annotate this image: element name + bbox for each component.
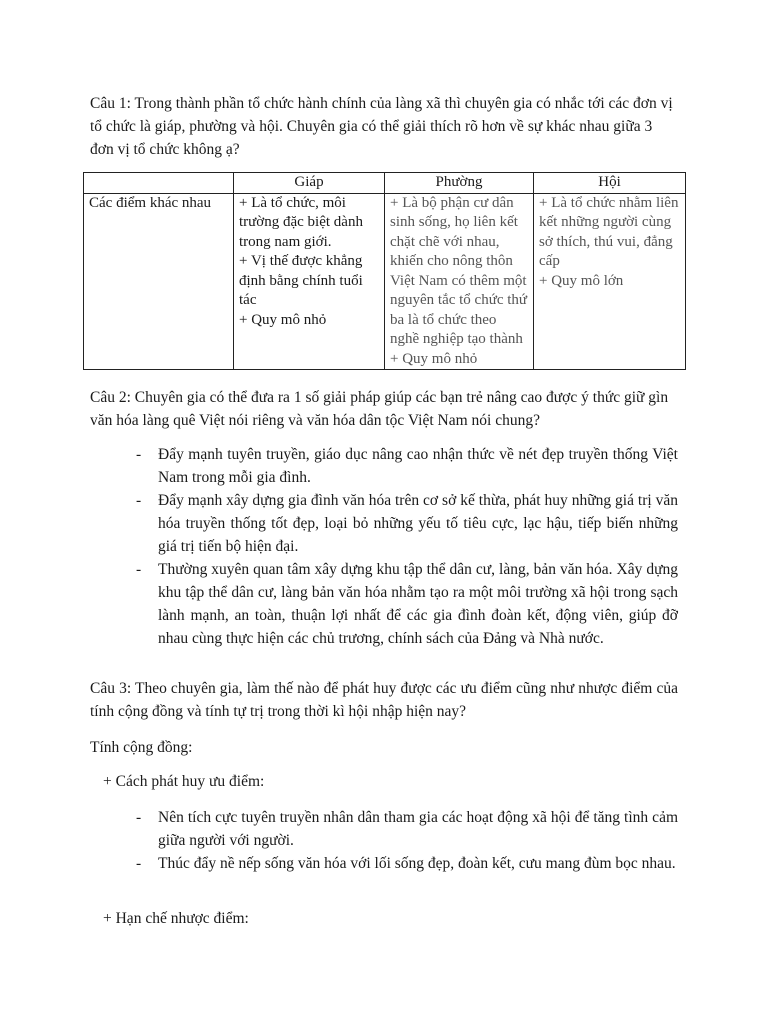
table-row	[84, 193, 686, 370]
list-item: - Nên tích cực tuyên truyền nhân dân tham gia các hoạt động xã hội để tăng tình cảm giữa người với người.	[130, 806, 678, 852]
cell-giap: + Là tổ chức, môi trường đặc biệt dành trong nam giới. + Vị thế được khẳng định bằng chính tuổi tác + Quy mô nhỏ	[234, 193, 385, 370]
table-header-empty	[84, 173, 234, 194]
subheading-advantages: + Cách phát huy ưu điểm:	[103, 773, 265, 790]
list-item: - Thúc đẩy nề nếp sống văn hóa với lối sống đẹp, đoàn kết, cưu mang đùm bọc nhau.	[130, 852, 678, 875]
table-header-phuong: Phường	[385, 173, 534, 194]
q2-answer-list	[130, 443, 678, 650]
question-1: Câu 1: Trong thành phần tổ chức hành chính của làng xã thì chuyên gia có nhắc tới các đơn vị tổ chức là giáp, phường và hội. Chuyên gia có thể giải thích rõ hơn về sự khác nhau giữa 3 đơn vị tổ chức không ạ?	[90, 95, 673, 158]
cell-hoi: + Là tổ chức nhằm liên kết những người cùng sở thích, thú vui, đẳng cấp + Quy mô lớn	[534, 193, 686, 370]
list-item: - Thường xuyên quan tâm xây dựng khu tập thể dân cư, làng, bản văn hóa. Xây dựng khu tập thể dân cư, làng bản văn hóa nhằm tạo ra một môi trường xã hội trong sạch lành mạnh, an toàn, thuận lợi nhất để các gia đình đoàn kết, động viên, giúp đỡ nhau cùng thực hiện các chủ trương, chính sách của Đảng và Nhà nước.	[130, 558, 678, 650]
question-3: Câu 3: Theo chuyên gia, làm thế nào để phát huy được các ưu điểm cũng như nhược điểm của tính cộng đồng và tính tự trị trong thời kì hội nhập hiện nay?	[90, 680, 678, 720]
list-item: - Đẩy mạnh tuyên truyền, giáo dục nâng cao nhận thức về nét đẹp truyền thống Việt Nam trong mỗi gia đình.	[130, 443, 678, 489]
table-header-hoi: Hội	[534, 173, 686, 194]
q3-answer-list	[130, 806, 678, 875]
subheading-limitations: + Hạn chế nhược điểm:	[103, 910, 249, 927]
comparison-table	[83, 172, 686, 370]
question-2: Câu 2: Chuyên gia có thể đưa ra 1 số giải pháp giúp các bạn trẻ nâng cao được ý thức giữ gìn văn hóa làng quê Việt nói riêng và văn hóa dân tộc Việt Nam nói chung?	[90, 389, 669, 429]
table-header-row	[84, 173, 686, 194]
section-heading: Tính cộng đồng:	[90, 739, 193, 756]
row-label: Các điểm khác nhau	[84, 193, 234, 370]
table-header-giap: Giáp	[234, 173, 385, 194]
list-item: - Đẩy mạnh xây dựng gia đình văn hóa trên cơ sở kế thừa, phát huy những giá trị văn hóa truyền thống tốt đẹp, loại bỏ những yếu tố tiêu cực, lạc hậu, tiếp biến những giá trị tiến bộ hiện đại.	[130, 489, 678, 558]
cell-phuong: + Là bộ phận cư dân sinh sống, họ liên kết chặt chẽ với nhau, khiến cho nông thôn Việt Nam có thêm một nguyên tắc tổ chức thứ ba là tổ chức theo nghề nghiệp tạo thành + Quy mô nhỏ	[385, 193, 534, 370]
